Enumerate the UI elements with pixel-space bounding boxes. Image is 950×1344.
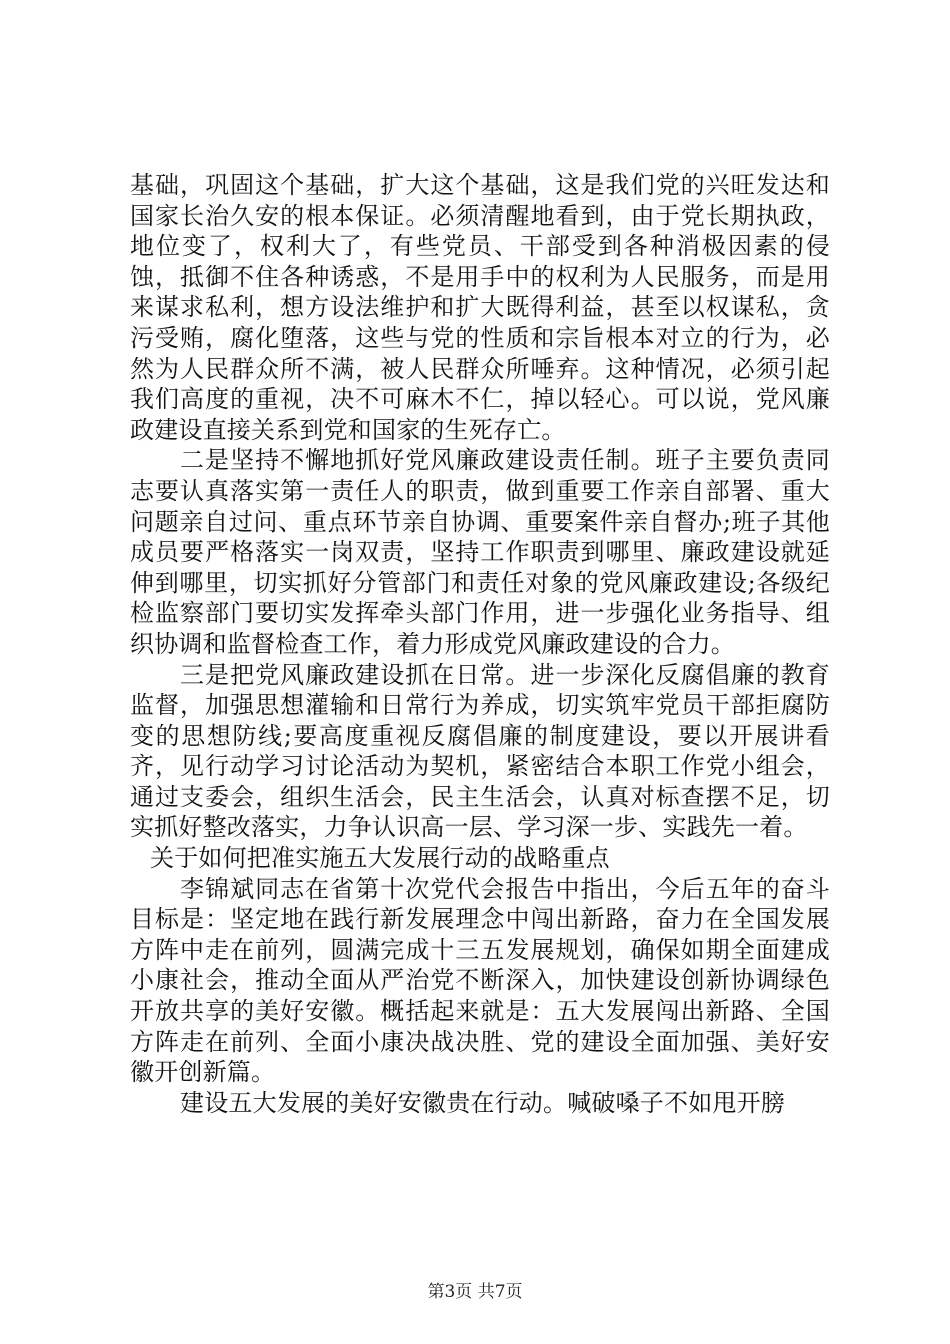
paragraph-continuation: 基础，巩固这个基础，扩大这个基础，这是我们党的兴旺发达和国家长治久安的根本保证。必须清醒地看到，由于党长期执政，地位变了，权利大了，有些党员、干部受到各种消极因素的侵蚀，抵御不住各种诱惑，不是用手中的权利为人民服务，而是用来谋求私利，想方设法维护和扩大既得利益，甚至以权谋私，贪污受贿，腐化堕落，这些与党的性质和宗旨根本对立的行为，必然为人民群众所不满，被人民群众所唾弃。这种情况，必须引起我们高度的重视，决不可麻木不仁，掉以轻心。可以说，党风廉政建设直接关系到党和国家的生死存亡。 [130,171,830,444]
document-body [130,170,830,1118]
paragraph-daily-integrity: 三是把党风廉政建设抓在日常。进一步深化反腐倡廉的教育监督，加强思想灌输和日常行为养成，切实筑牢党员干部拒腐防变的思想防线;要高度重视反腐倡廉的制度建设，要以开展讲看齐，见行动学习讨论活动为契机，紧密结合本职工作党小组会，通过支委会，组织生活会，民主生活会，认真对标查摆不足，切实抓好整改落实，力争认识高一层、学习深一步、实践先一着。 [130,660,830,842]
paragraph-responsibility-system: 二是坚持不懈地抓好党风廉政建设责任制。班子主要负责同志要认真落实第一责任人的职责，做到重要工作亲自部署、重大问题亲自过问、重点环节亲自协调、重要案件亲自督办;班子其他成员要严格落实一岗双责，坚持工作职责到哪里、廉政建设就延伸到哪里，切实抓好分管部门和责任对象的党风廉政建设;各级纪检监察部门要切实发挥牵头部门作用，进一步强化业务指导、组织协调和监督检查工作，着力形成党风廉政建设的合力。 [130,446,830,658]
section-heading: 关于如何把准实施五大发展行动的战略重点 [150,844,610,873]
page-footer: 第3页 共7页 [427,1282,523,1302]
paragraph-party-congress-report: 李锦斌同志在省第十次党代会报告中指出，今后五年的奋斗目标是：坚定地在践行新发展理念中闯出新路，奋力在全国发展方阵中走在前列，圆满完成十三五发展规划，确保如期全面建成小康社会，推动全面从严治党不断深入，加快建设创新协调绿色开放共享的美好安徽。概括起来就是：五大发展闯出新路、全国方阵走在前列、全面小康决战决胜、党的建设全面加强、美好安徽开创新篇。 [130,874,830,1087]
paragraph-action: 建设五大发展的美好安徽贵在行动。喊破嗓子不如甩开膀 [180,1088,785,1117]
